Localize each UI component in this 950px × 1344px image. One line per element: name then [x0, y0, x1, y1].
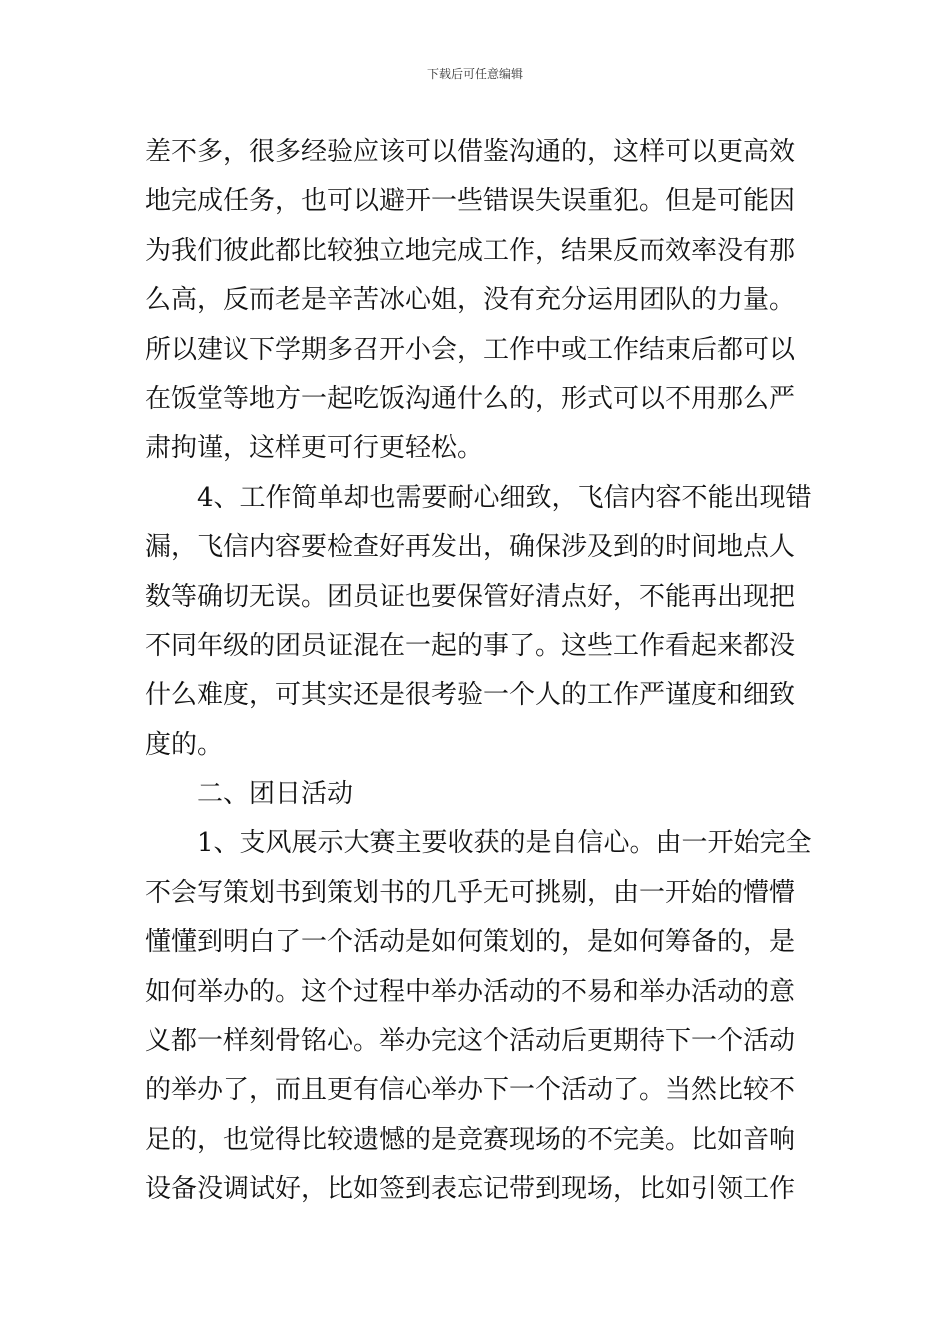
body-line: 在饭堂等地方一起吃饭沟通什么的，形式可以不用那么严 — [145, 383, 796, 414]
body-line: 如何举办的。这个过程中举办活动的不易和举办活动的意 — [145, 976, 796, 1007]
body-line: 什么难度，可其实还是很考验一个人的工作严谨度和细致 — [145, 680, 796, 711]
body-line: 为我们彼此都比较独立地完成工作，结果反而效率没有那 — [145, 235, 796, 266]
body-line: 义都一样刻骨铭心。举办完这个活动后更期待下一个活动 — [145, 1026, 796, 1057]
body-line: 懂懂到明白了一个活动是如何策划的，是如何筹备的，是 — [145, 927, 796, 958]
body-line: 不同年级的团员证混在一起的事了。这些工作看起来都没 — [145, 630, 796, 661]
body-line: 么高，反而老是辛苦冰心姐，没有充分运用团队的力量。 — [145, 285, 796, 316]
page-header: 下载后可任意编辑 — [426, 67, 523, 81]
body-line: 数等确切无误。团员证也要保管好清点好，不能再出现把 — [145, 581, 796, 612]
body-line: 肃拘谨，这样更可行更轻松。 — [145, 433, 484, 464]
body-line: 足的，也觉得比较遗憾的是竞赛现场的不完美。比如音响 — [145, 1124, 796, 1155]
body-line: 度的。 — [145, 729, 224, 760]
section-heading: 二、团日活动 — [197, 779, 354, 810]
body-line: 不会写策划书到策划书的几乎无可挑剔，由一开始的懵懵 — [145, 877, 796, 908]
body-line: 的举办了，而且更有信心举办下一个活动了。当然比较不 — [145, 1075, 796, 1106]
document-body — [145, 128, 812, 1215]
paragraph-start-line: 1、支风展示大赛主要收获的是自信心。由一开始完全 — [197, 828, 812, 859]
body-line: 地完成任务，也可以避开一些错误失误重犯。但是可能因 — [145, 186, 796, 217]
body-line: 漏，飞信内容要检查好再发出，确保涉及到的时间地点人 — [145, 532, 796, 563]
paragraph-start-line: 4、工作简单却也需要耐心细致，飞信内容不能出现错 — [197, 482, 812, 513]
body-line: 差不多，很多经验应该可以借鉴沟通的，这样可以更高效 — [145, 137, 796, 167]
body-line: 设备没调试好，比如签到表忘记带到现场，比如引领工作 — [145, 1174, 796, 1205]
body-line: 所以建议下学期多召开小会，工作中或工作结束后都可以 — [145, 334, 796, 365]
